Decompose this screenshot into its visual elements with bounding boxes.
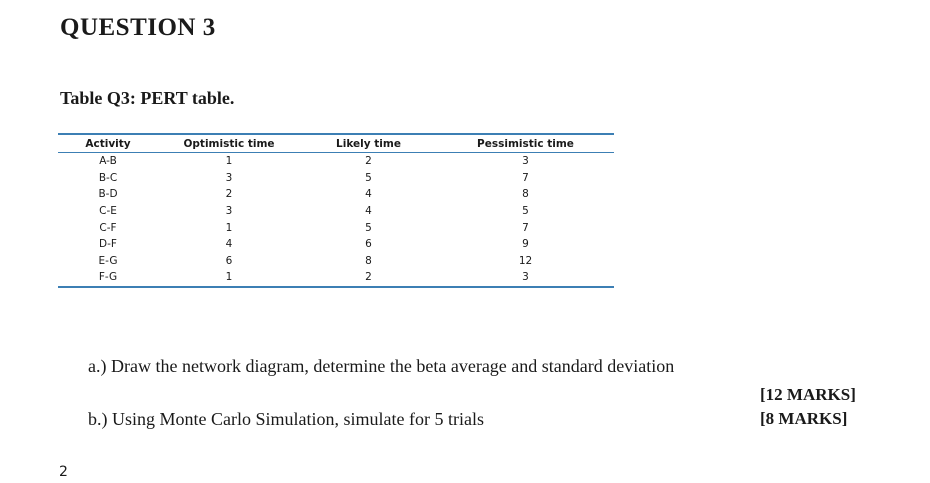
- cell-likely-time: 6: [365, 238, 372, 251]
- cell-activity: D-F: [99, 238, 117, 251]
- header-activity: Activity: [58, 134, 158, 153]
- cell-optimistic-time: 6: [225, 254, 233, 267]
- cell-pessimistic-time: 3: [437, 269, 614, 287]
- cell-likely-time: 2: [365, 155, 372, 168]
- cell-pessimistic-time: 7: [522, 221, 529, 234]
- cell-pessimistic-time: 8: [522, 188, 529, 201]
- cell-likely-time: 4: [365, 205, 372, 218]
- table-row: [58, 170, 614, 187]
- part-a-text: a.) Draw the network diagram, determine the beta average and standard deviation: [88, 356, 675, 376]
- cell-optimistic-time: 1: [225, 155, 233, 168]
- header-optimistic-time: Optimistic time: [158, 134, 300, 153]
- cell-activity: A-B: [99, 155, 117, 168]
- table-row: [58, 253, 614, 270]
- cell-pessimistic-time: 9: [522, 238, 529, 251]
- cell-likely-time: 2: [300, 269, 437, 287]
- table-row: [58, 219, 614, 236]
- table-row: [58, 269, 614, 287]
- cell-likely-time: 8: [365, 254, 372, 267]
- cell-activity: C-E: [99, 205, 117, 218]
- cell-optimistic-time: 1: [225, 221, 233, 234]
- table-row: [58, 236, 614, 253]
- cell-pessimistic-time: 12: [518, 254, 533, 267]
- table-row: [58, 186, 614, 203]
- table-body: [58, 153, 614, 287]
- cell-pessimistic-time: 7: [522, 171, 529, 184]
- cell-likely-time: 4: [365, 188, 372, 201]
- cell-optimistic-time: 3: [225, 171, 233, 184]
- cell-activity: B-C: [98, 171, 118, 184]
- cell-activity: B-D: [98, 188, 118, 201]
- header-pessimistic-time: Pessimistic time: [437, 134, 614, 153]
- cell-optimistic-time: 4: [225, 238, 233, 251]
- table-header-row: [58, 134, 614, 153]
- table-row: [58, 203, 614, 220]
- cell-pessimistic-time: 3: [522, 155, 529, 168]
- pert-table: [58, 133, 614, 288]
- header-likely-time: Likely time: [300, 134, 437, 153]
- part-b-text: b.) Using Monte Carlo Simulation, simulate for 5 trials: [88, 409, 484, 429]
- part-a-marks: [12 MARKS]: [760, 385, 856, 404]
- cell-activity: C-F: [99, 221, 117, 234]
- cell-pessimistic-time: 5: [522, 205, 529, 218]
- table-row: [58, 153, 614, 170]
- cell-likely-time: 5: [365, 171, 372, 184]
- part-b-marks: [8 MARKS]: [760, 409, 848, 428]
- cell-optimistic-time: 2: [225, 188, 233, 201]
- cell-optimistic-time: 1: [158, 269, 300, 287]
- table-caption: Table Q3: PERT table.: [60, 88, 235, 108]
- page-number: 2: [59, 464, 68, 480]
- question-heading: QUESTION 3: [60, 14, 216, 41]
- cell-likely-time: 5: [365, 221, 372, 234]
- cell-optimistic-time: 3: [225, 205, 233, 218]
- cell-activity: E-G: [98, 254, 118, 267]
- cell-activity: F-G: [58, 269, 158, 287]
